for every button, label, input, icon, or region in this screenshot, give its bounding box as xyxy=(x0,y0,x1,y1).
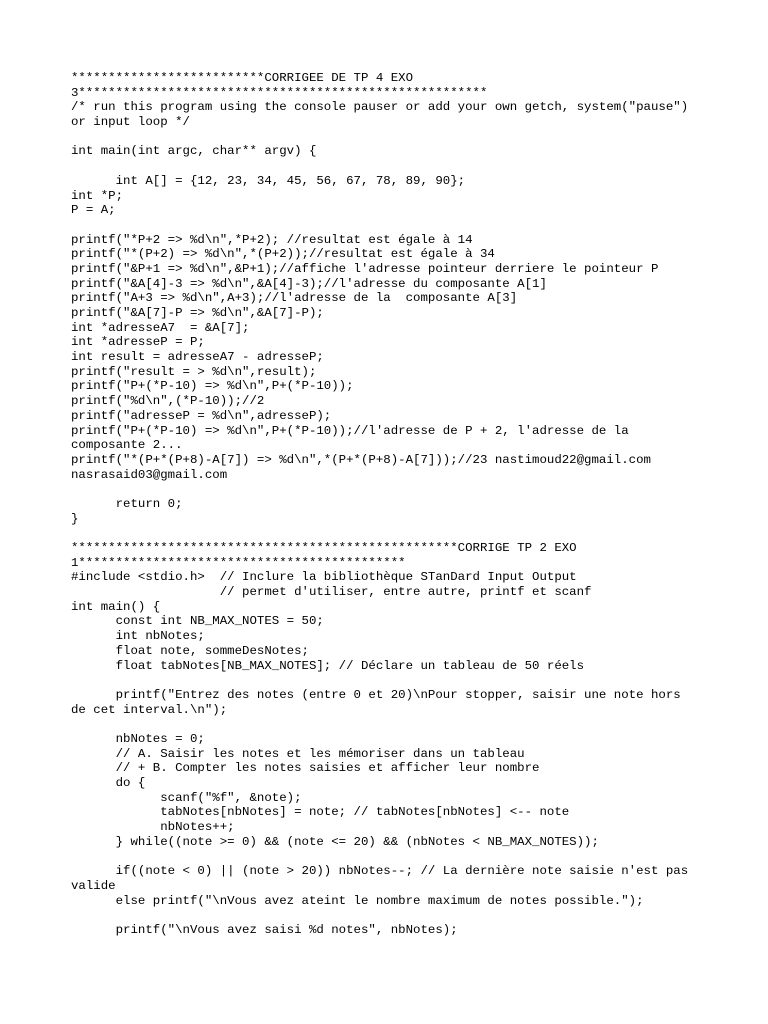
code-line: printf("P+(*P-10) => %d\n",P+(*P-10)); xyxy=(71,379,354,394)
code-line: printf("Entrez des notes (entre 0 et 20)\nPour stopper, saisir une note hors xyxy=(71,687,681,702)
code-line: printf("adresseP = %d\n",adresseP); xyxy=(71,408,332,423)
code-line: **************************CORRIGEE DE TP 4 EXO xyxy=(71,71,414,85)
code-line: 1******************************************** xyxy=(71,555,406,570)
code-line: if((note < 0) || (note > 20)) nbNotes--; // La dernière note saisie n'est pas xyxy=(71,864,689,879)
code-line: or input loop */ xyxy=(71,115,190,130)
code-line: int *adresseP = P; xyxy=(71,335,205,350)
code-line: #include <stdio.h> // Inclure la bibliothèque STanDard Input Output xyxy=(71,570,577,585)
code-line: scanf("%f", &note); xyxy=(71,790,302,805)
code-line: } while((note >= 0) && (note <= 20) && (nbNotes < NB_MAX_NOTES)); xyxy=(71,834,599,849)
code-line: printf("result = > %d\n",result); xyxy=(71,364,317,379)
code-line: 3******************************************************* xyxy=(71,85,488,100)
code-line: float note, sommeDesNotes; xyxy=(71,643,309,658)
blank-line xyxy=(71,673,731,688)
blank-line xyxy=(71,482,731,497)
blank-line xyxy=(71,849,731,864)
blank-line xyxy=(71,218,731,233)
code-line: printf("*P+2 => %d\n",*P+2); //resultat est égale à 14 xyxy=(71,232,473,247)
code-line: printf("%d\n",(*P-10));//2 xyxy=(71,394,265,409)
code-line: printf("&P+1 => %d\n",&P+1);//affiche l'adresse pointeur derriere le pointeur P xyxy=(71,261,659,276)
code-line: // A. Saisir les notes et les mémoriser dans un tableau xyxy=(71,746,525,761)
code-line: else printf("\nVous avez ateint le nombre maximum de notes possible."); xyxy=(71,893,644,908)
code-line: int main() { xyxy=(71,599,161,614)
code-line: } xyxy=(71,511,79,526)
code-line: tabNotes[nbNotes] = note; // tabNotes[nbNotes] <-- note xyxy=(71,805,570,820)
code-line: valide xyxy=(71,878,116,893)
code-line: de cet interval.\n"); xyxy=(71,702,228,717)
code-line: int *P; xyxy=(71,188,124,203)
code-line: int main(int argc, char** argv) { xyxy=(71,144,317,159)
document-page xyxy=(71,71,731,938)
code-line: composante 2... xyxy=(71,438,183,453)
code-line: int result = adresseA7 - adresseP; xyxy=(71,350,324,365)
code-line: do { xyxy=(71,776,146,790)
code-line: printf("&A[7]-P => %d\n",&A[7]-P); xyxy=(71,306,324,320)
blank-line xyxy=(71,130,731,145)
code-line: int A[] = {12, 23, 34, 45, 56, 67, 78, 89, 90}; xyxy=(71,173,466,188)
code-line: printf("&A[4]-3 => %d\n",&A[4]-3);//l'adresse du composante A[1] xyxy=(71,276,547,291)
code-line: int nbNotes; xyxy=(71,629,205,644)
code-line: printf("\nVous avez saisi %d notes", nbNotes); xyxy=(71,922,458,937)
code-line: // permet d'utiliser, entre autre, printf et scanf xyxy=(71,585,592,600)
code-line: /* run this program using the console pauser or add your own getch, system("pause") xyxy=(71,100,689,115)
code-line: printf("P+(*P-10) => %d\n",P+(*P-10));//l'adresse de P + 2, l'adresse de la xyxy=(71,423,629,438)
code-line: P = A; xyxy=(71,203,116,218)
code-line: nbNotes++; xyxy=(71,820,235,835)
code-line: // + B. Compter les notes saisies et afficher leur nombre xyxy=(71,761,540,776)
blank-line xyxy=(71,908,731,923)
code-line: int *adresseA7 = &A[7]; xyxy=(71,320,250,335)
code-line: return 0; xyxy=(71,496,183,511)
code-line: printf("A+3 => %d\n",A+3);//l'adresse de la composante A[3] xyxy=(71,291,518,306)
code-line: printf("*(P+2) => %d\n",*(P+2));//resultat est égale à 34 xyxy=(71,247,495,262)
code-line: printf("*(P+*(P+8)-A[7]) => %d\n",*(P+*(P+8)-A[7]));//23 nastimoud22@gmail.com xyxy=(71,452,651,467)
code-line: const int NB_MAX_NOTES = 50; xyxy=(71,614,324,629)
code-line: ****************************************************CORRIGE TP 2 EXO xyxy=(71,541,577,555)
code-line: nbNotes = 0; xyxy=(71,731,205,746)
blank-line xyxy=(71,159,731,174)
code-line: float tabNotes[NB_MAX_NOTES]; // Déclare un tableau de 50 réels xyxy=(71,658,585,673)
code-line: nasrasaid03@gmail.com xyxy=(71,467,228,482)
blank-line xyxy=(71,717,731,732)
blank-line xyxy=(71,526,731,541)
